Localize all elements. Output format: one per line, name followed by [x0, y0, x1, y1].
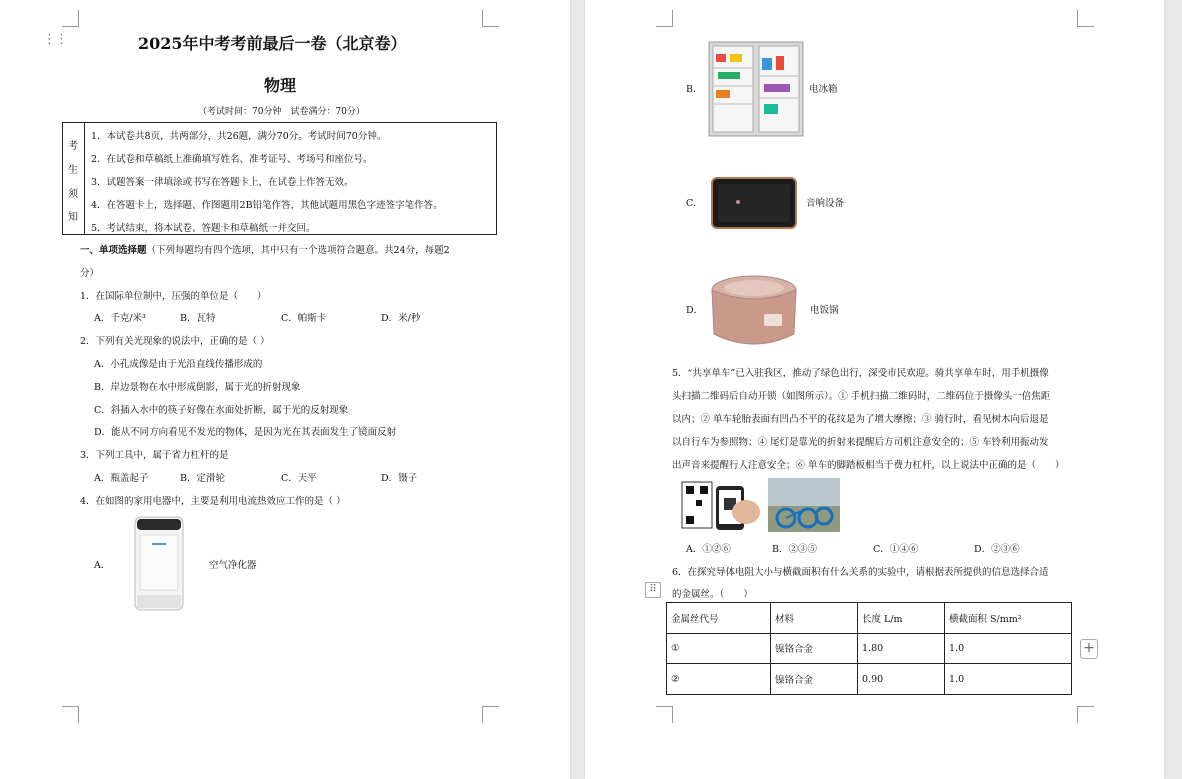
question-5-line: 5．“共享单车”已入驻我区，推动了绿色出行，深受市民欢迎。骑共享单车时，用手机摄像 [672, 368, 1049, 379]
subject-title: 物理 [264, 76, 297, 95]
notice-item: 1．本试卷共8页，共两部分，共26题，满分70分。考试时间70分钟。 [91, 131, 387, 142]
q1-option-c: C．帕斯卡 [281, 313, 327, 324]
q5-option-c: C．①④⑥ [873, 544, 919, 555]
table-cell: 镍铬合金 [771, 664, 858, 695]
q5-option-d: D．②③⑥ [974, 544, 1020, 555]
question-2-stem: 2．下列有关光现象的说法中，正确的是（ ） [80, 336, 270, 347]
crop-mark [1077, 10, 1094, 27]
question-5-line: 以内；② 单车轮胎表面有凹凸不平的花纹是为了增大摩擦；③ 骑行时，看见树木向后退是 [672, 414, 1049, 425]
table-header-cell: 材料 [771, 603, 858, 634]
q4-option-c-label: C． [686, 198, 703, 209]
notice-item: 4．在答题卡上，选择题、作图题用2B铅笔作答，其他试题用黑色字迹签字笔作答。 [91, 200, 443, 211]
crop-mark [62, 10, 79, 27]
shared-bikes-image [768, 478, 840, 532]
table-header-cell: 长度 L/m [858, 603, 945, 634]
audio-device-image [708, 172, 800, 234]
question-5-line: 头扫描二维码后自动开锁（如图所示）。① 手机扫描二维码时，二维码位于摄像头一倍焦距 [672, 391, 1051, 402]
wire-data-table [666, 602, 1072, 695]
notice-item: 2．在试卷和草稿纸上准确填写姓名、准考证号、考场号和座位号。 [91, 154, 373, 165]
table-header-cell: 金属丝代号 [667, 603, 771, 634]
notice-item: 3．试题答案一律填涂或书写在答题卡上，在试卷上作答无效。 [91, 177, 354, 188]
question-3-stem: 3．下列工具中，属于省力杠杆的是 [80, 450, 229, 461]
q4-option-d-text: 电饭锅 [810, 305, 839, 316]
section-heading: 一、单项选择题（下列每题均有四个选项，其中只有一个选项符合题意。共24分，每题2 [80, 245, 450, 256]
notice-item: 5．考试结束，将本试卷、答题卡和草稿纸一并交回。 [91, 223, 316, 234]
q4-option-a-text: 空气净化器 [209, 560, 257, 571]
q4-option-d-label: D． [686, 305, 704, 316]
table-header-cell: 横截面积 S/mm² [945, 603, 1072, 634]
q2-option-c: C．斜插入水中的筷子好像在水面处折断，属于光的反射现象 [94, 405, 349, 416]
table-cell: 1.80 [858, 633, 945, 664]
table-cell: ② [667, 664, 771, 695]
crop-mark [482, 706, 499, 723]
q4-option-c-text: 音响设备 [806, 198, 845, 209]
question-6-line: 的金属丝。（ ） [672, 589, 753, 600]
notice-box [62, 122, 497, 235]
q4-option-b-text: 电冰箱 [809, 84, 838, 95]
q1-option-a: A．千克/米³ [94, 313, 146, 324]
page-title: 2025年中考考前最后一卷（北京卷） [138, 34, 407, 53]
table-move-handle-icon[interactable]: ⠿ [645, 582, 661, 598]
q4-option-a-label: A． [94, 560, 111, 571]
question-1-stem: 1．在国际单位制中，压强的单位是（ ） [80, 291, 267, 302]
q4-option-b-label: B． [686, 84, 703, 95]
section-desc-cont: 分） [80, 268, 100, 279]
q3-option-d: D．镊子 [381, 473, 418, 484]
q5-option-b: B．②③⑤ [772, 544, 817, 555]
q2-option-b: B．岸边景物在水中形成倒影，属于光的折射现象 [94, 382, 301, 393]
table-row [667, 633, 1072, 664]
table-cell: 1.0 [945, 664, 1072, 695]
table-header-row [667, 603, 1072, 634]
q1-option-b: B．瓦特 [180, 313, 216, 324]
q3-option-b: B．定滑轮 [180, 473, 225, 484]
crop-mark [656, 10, 673, 27]
crop-mark [62, 706, 79, 723]
notice-side-label: 考 生 须 知 [63, 123, 85, 234]
phone-qr-scan-image [680, 478, 764, 532]
table-cell: 镍铬合金 [771, 633, 858, 664]
question-6-line: 6．在探究导体电阻大小与横截面积有什么关系的实验中，请根据表所提供的信息选择合适 [672, 567, 1049, 578]
rice-cooker-image [706, 268, 802, 354]
table-cell: 1.0 [945, 633, 1072, 664]
air-purifier-image [130, 515, 188, 612]
question-5-line: 出声音来提醒行人注意安全；⑥ 单车的脚踏板相当于费力杠杆，以上说法中正确的是（ ） [672, 460, 1065, 471]
page-1 [0, 0, 570, 779]
q2-option-a: A．小孔成像是由于光沿直线传播形成的 [94, 359, 263, 370]
crop-mark [656, 706, 673, 723]
crop-mark [482, 10, 499, 27]
refrigerator-image [706, 40, 806, 140]
table-cell: 0.90 [858, 664, 945, 695]
add-column-button[interactable]: + [1080, 639, 1098, 659]
crop-mark [1077, 706, 1094, 723]
q3-option-c: C．天平 [281, 473, 317, 484]
table-cell: ① [667, 633, 771, 664]
exam-info: （考试时间：70分钟 试卷满分：70分） [198, 107, 365, 117]
q2-option-d: D．能从不同方向看见不发光的物体，是因为光在其表面发生了镜面反射 [94, 427, 397, 438]
table-row [667, 664, 1072, 695]
q5-option-a: A．①②⑥ [686, 544, 731, 555]
question-5-line: 以自行车为参照物；④ 尾灯是靠光的折射来提醒后方司机注意安全的；⑤ 车铃利用振动发 [672, 437, 1049, 448]
drag-handle-icon[interactable]: ⋮⋮ [43, 32, 67, 47]
question-4-stem: 4．在如图的家用电器中，主要是利用电流热效应工作的是（ ） [80, 496, 346, 507]
q3-option-a: A．瓶盖起子 [94, 473, 149, 484]
q1-option-d: D．米/秒 [381, 313, 421, 324]
